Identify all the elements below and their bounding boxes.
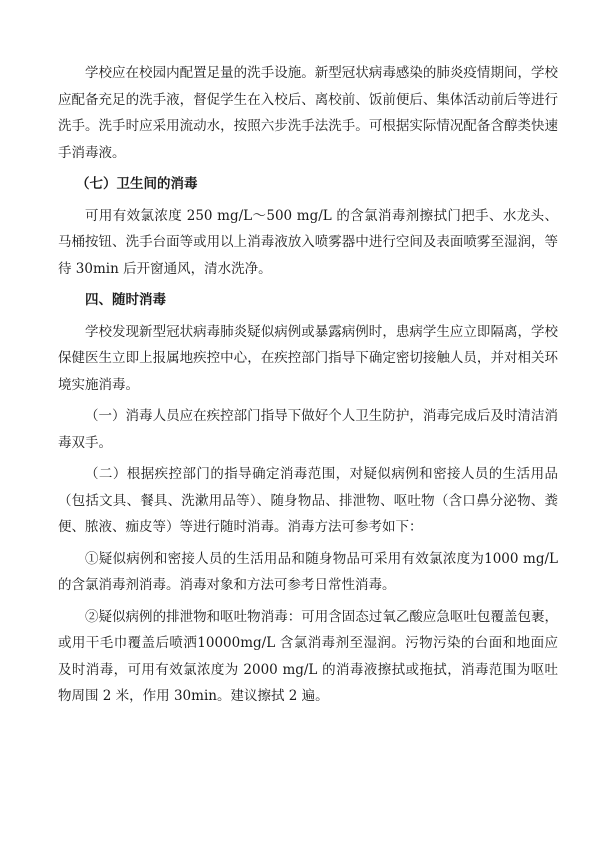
suspected-case-paragraph: 学校发现新型冠状病毒肺炎疑似病例或暴露病例时，患病学生应立即隔离，学校保健医生立即上报属地疾控中心，在疾控部门指导下确定密切接触人员，并对相关环境实施消毒。: [58, 323, 558, 393]
item-two-paragraph: （二）根据疾控部门的指导确定消毒范围，对疑似病例和密接人员的生活用品（包括文具、餐具、洗漱用品等）、随身物品、排泄物、呕吐物（含口鼻分泌物、粪便、脓液、痂皮等）等进行随时消毒。消毒方法可参考如下：: [58, 466, 558, 535]
method-two-paragraph: ②疑似病例的排泄物和呕吐物消毒：可用含固态过氧乙酸应急呕吐包覆盖包裹，或用干毛巾覆盖后喷洒10000mg/L 含氯消毒剂至湿润。污物污染的台面和地面应及时消毒，可用有效氯浓度为 2000 mg/L 的消毒液擦拭或拖拭，消毒范围为呕吐物周围 2 米，作用 30min。建议擦拭 2 遍。: [58, 608, 558, 704]
item-one-paragraph: （一）消毒人员应在疾控部门指导下做好个人卫生防护，消毒完成后及时清洁消毒双手。: [58, 408, 558, 451]
document-page: [58, 60, 558, 715]
handwashing-paragraph: 学校应在校园内配置足量的洗手设施。新型冠状病毒感染的肺炎疫情期间，学校应配备充足的洗手液，督促学生在入校后、离校前、饭前便后、集体活动前后等进行洗手。洗手时应采用流动水，按照六步洗手法洗手。可根据实际情况配备含醇类快速手消毒液。: [58, 65, 558, 161]
section-heading-toilet-disinfection: （七）卫生间的消毒: [76, 176, 198, 192]
toilet-disinfection-paragraph: 可用有效氯浓度 250 mg/L～500 mg/L 的含氯消毒剂擦拭门把手、水龙头、马桶按钮、洗手台面等或用以上消毒液放入喷雾器中进行空间及表面喷雾至湿润，等待 30min 后开窗通风，清水洗净。: [58, 207, 558, 277]
method-one-paragraph: ①疑似病例和密接人员的生活用品和随身物品可采用有效氯浓度为1000 mg/L 的含氯消毒剂消毒。消毒对象和方法可参考日常性消毒。: [58, 550, 558, 593]
section-heading-ad-hoc-disinfection: 四、随时消毒: [85, 292, 166, 308]
